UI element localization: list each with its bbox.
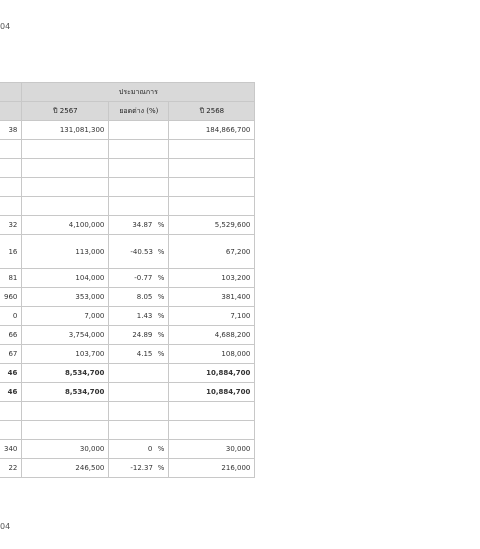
- header-row-columns: [0, 102, 255, 121]
- cell-year-2568: 184,866,700: [169, 121, 255, 140]
- cell-year-2567: [22, 178, 109, 197]
- table-row: [0, 364, 255, 383]
- header-year-2567: ปี 2567: [22, 102, 109, 121]
- cell-previous-year-cut: 22: [0, 459, 22, 478]
- cell-year-2568: [169, 421, 255, 440]
- cell-difference: [109, 235, 169, 269]
- cell-year-2567: 103,700: [22, 345, 109, 364]
- cell-year-2568: 10,884,700: [169, 383, 255, 402]
- percent-sign: %: [157, 464, 165, 472]
- table-header: [0, 83, 255, 121]
- cell-previous-year-cut: [0, 159, 22, 178]
- table-row: [0, 402, 255, 421]
- table-row: [0, 345, 255, 364]
- header-year-2568: ปี 2568: [169, 102, 255, 121]
- difference-value: 24.89: [132, 331, 153, 339]
- cell-year-2567: 246,500: [22, 459, 109, 478]
- cell-year-2568: [169, 178, 255, 197]
- cell-difference: [109, 307, 169, 326]
- table-row: [0, 440, 255, 459]
- header-row-group: [0, 83, 255, 102]
- page-number-fragment-top: 04: [0, 22, 11, 31]
- cell-year-2567: 4,100,000: [22, 216, 109, 235]
- percent-sign: %: [157, 331, 165, 339]
- cell-difference: [109, 402, 169, 421]
- table-row: [0, 383, 255, 402]
- cell-difference: [109, 345, 169, 364]
- cell-year-2567: 30,000: [22, 440, 109, 459]
- table-row: [0, 235, 255, 269]
- difference-value: 34.87: [132, 221, 153, 229]
- header-cell-cut-2: [0, 102, 22, 121]
- cell-year-2568: [169, 159, 255, 178]
- cell-year-2568: 7,100: [169, 307, 255, 326]
- cell-year-2568: 67,200: [169, 235, 255, 269]
- cell-year-2568: 108,000: [169, 345, 255, 364]
- cell-year-2567: 104,000: [22, 269, 109, 288]
- percent-sign: %: [157, 221, 165, 229]
- cell-year-2567: 131,081,300: [22, 121, 109, 140]
- difference-value: 4.15: [136, 350, 153, 358]
- cell-previous-year-cut: [0, 197, 22, 216]
- cell-year-2567: 8,534,700: [22, 383, 109, 402]
- cell-year-2568: [169, 197, 255, 216]
- cell-previous-year-cut: 81: [0, 269, 22, 288]
- cell-previous-year-cut: 46: [0, 364, 22, 383]
- cell-year-2567: [22, 402, 109, 421]
- table-row: [0, 326, 255, 345]
- percent-sign: %: [157, 312, 165, 320]
- table-row: [0, 459, 255, 478]
- difference-value: -12.37: [130, 464, 153, 472]
- percent-sign: %: [157, 247, 165, 256]
- cell-year-2568: 4,688,200: [169, 326, 255, 345]
- header-estimate-group: ประมาณการ: [22, 83, 255, 102]
- table-row: [0, 216, 255, 235]
- table-row: [0, 159, 255, 178]
- cell-previous-year-cut: 340: [0, 440, 22, 459]
- cell-previous-year-cut: 66: [0, 326, 22, 345]
- difference-value: -0.77: [134, 274, 153, 282]
- cell-previous-year-cut: 38: [0, 121, 22, 140]
- cell-year-2567: 113,000: [22, 235, 109, 269]
- difference-value: -40.53: [130, 247, 153, 256]
- header-cell-cut: [0, 83, 22, 102]
- page-number-fragment-bottom: 04: [0, 522, 11, 531]
- cell-year-2568: 30,000: [169, 440, 255, 459]
- cell-year-2567: [22, 140, 109, 159]
- table-row: [0, 307, 255, 326]
- cell-previous-year-cut: [0, 140, 22, 159]
- table-row: [0, 121, 255, 140]
- percent-sign: %: [157, 350, 165, 358]
- table-row: [0, 421, 255, 440]
- difference-value: 1.43: [136, 312, 153, 320]
- cell-difference: [109, 121, 169, 140]
- cell-year-2568: [169, 140, 255, 159]
- table-row: [0, 197, 255, 216]
- cell-previous-year-cut: [0, 178, 22, 197]
- cell-previous-year-cut: 67: [0, 345, 22, 364]
- cell-previous-year-cut: 32: [0, 216, 22, 235]
- cell-difference: [109, 269, 169, 288]
- cell-previous-year-cut: [0, 402, 22, 421]
- table-row: [0, 140, 255, 159]
- cell-previous-year-cut: 16: [0, 235, 22, 269]
- budget-table: [0, 82, 255, 478]
- cell-year-2567: [22, 197, 109, 216]
- table-row: [0, 178, 255, 197]
- header-difference-percent: ยอดต่าง (%): [109, 102, 169, 121]
- cell-previous-year-cut: 46: [0, 383, 22, 402]
- cell-difference: [109, 364, 169, 383]
- difference-value: 0: [147, 445, 153, 453]
- percent-sign: %: [157, 293, 165, 301]
- cell-year-2567: 7,000: [22, 307, 109, 326]
- cell-year-2568: 103,200: [169, 269, 255, 288]
- cell-year-2568: 381,400: [169, 288, 255, 307]
- table-body: [0, 121, 255, 478]
- cell-year-2567: [22, 421, 109, 440]
- cell-previous-year-cut: 0: [0, 307, 22, 326]
- cell-year-2568: 10,884,700: [169, 364, 255, 383]
- cell-difference: [109, 421, 169, 440]
- cell-difference: [109, 197, 169, 216]
- cell-year-2567: 8,534,700: [22, 364, 109, 383]
- cell-year-2567: 3,754,000: [22, 326, 109, 345]
- cell-year-2567: 353,000: [22, 288, 109, 307]
- cell-previous-year-cut: 960: [0, 288, 22, 307]
- cell-difference: [109, 178, 169, 197]
- cell-difference: [109, 440, 169, 459]
- cell-difference: [109, 140, 169, 159]
- cell-difference: [109, 459, 169, 478]
- cell-difference: [109, 216, 169, 235]
- cell-year-2568: 216,000: [169, 459, 255, 478]
- difference-value: 8.05: [136, 293, 153, 301]
- table-row: [0, 269, 255, 288]
- percent-sign: %: [157, 445, 165, 453]
- cell-difference: [109, 326, 169, 345]
- table-row: [0, 288, 255, 307]
- cell-year-2567: [22, 159, 109, 178]
- cell-previous-year-cut: [0, 421, 22, 440]
- cell-difference: [109, 288, 169, 307]
- cell-difference: [109, 383, 169, 402]
- cell-year-2568: 5,529,600: [169, 216, 255, 235]
- percent-sign: %: [157, 274, 165, 282]
- cell-year-2568: [169, 402, 255, 421]
- cell-difference: [109, 159, 169, 178]
